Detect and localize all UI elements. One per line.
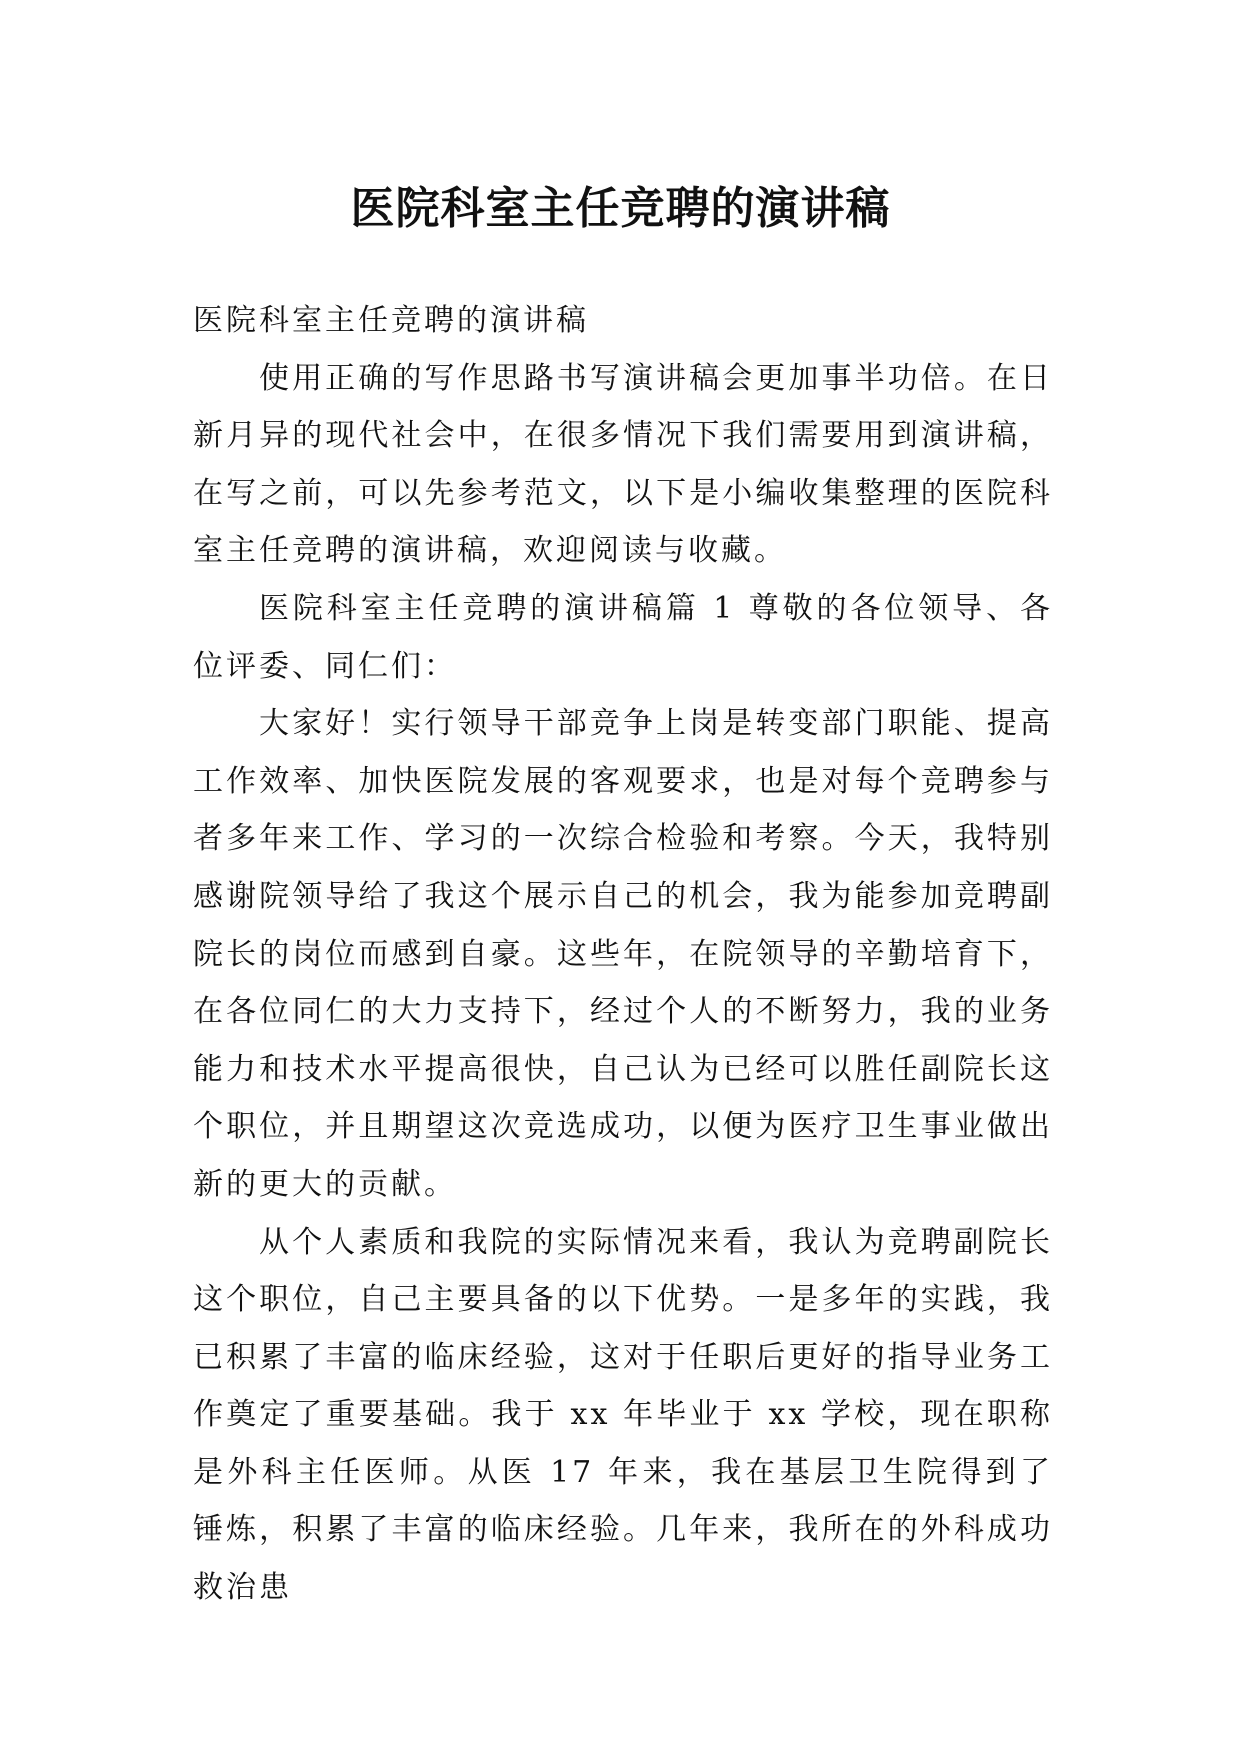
paragraph-salutation: 医院科室主任竞聘的演讲稿篇 1 尊敬的各位领导、各位评委、同仁们： [193,590,1053,684]
document-title: 医院科室主任竞聘的演讲稿 [350,183,891,235]
paragraph-advantages: 从个人素质和我院的实际情况来看，我认为竞聘副院长这个职位，自己主要具备的以下优势。一是多年的实践，我已积累了丰富的临床经验，这对于任职后更好的指导业务工作奠定了重要基础。我于 xx 年毕业于 xx 学校，现在职称是外科主任医师。从医 17 年来，我在基层卫生院得到了锤炼，积累了丰富的临床经验。几年来，我所在的外科成功救治患 [193,1224,1053,1606]
paragraph-heading: 医院科室主任竞聘的演讲稿 [193,303,589,338]
paragraph-greeting: 大家好！实行领导干部竞争上岗是转变部门职能、提高工作效率、加快医院发展的客观要求，也是对每个竞聘参与者多年来工作、学习的一次综合检验和考察。今天，我特别感谢院领导给了我这个展示自己的机会，我为能参加竞聘副院长的岗位而感到自豪。这些年，在院领导的辛勤培育下，在各位同仁的大力支持下，经过个人的不断努力，我的业务能力和技术水平提高很快，自己认为已经可以胜任副院长这个职位，并且期望这次竞选成功，以便为医疗卫生事业做出新的更大的贡献。 [193,706,1053,1202]
paragraph-intro: 使用正确的写作思路书写演讲稿会更加事半功倍。在日新月异的现代社会中，在很多情况下我们需要用到演讲稿，在写之前，可以先参考范文，以下是小编收集整理的医院科室主任竞聘的演讲稿，欢迎阅读与收藏。 [193,360,1053,569]
document-body [193,292,1053,1617]
